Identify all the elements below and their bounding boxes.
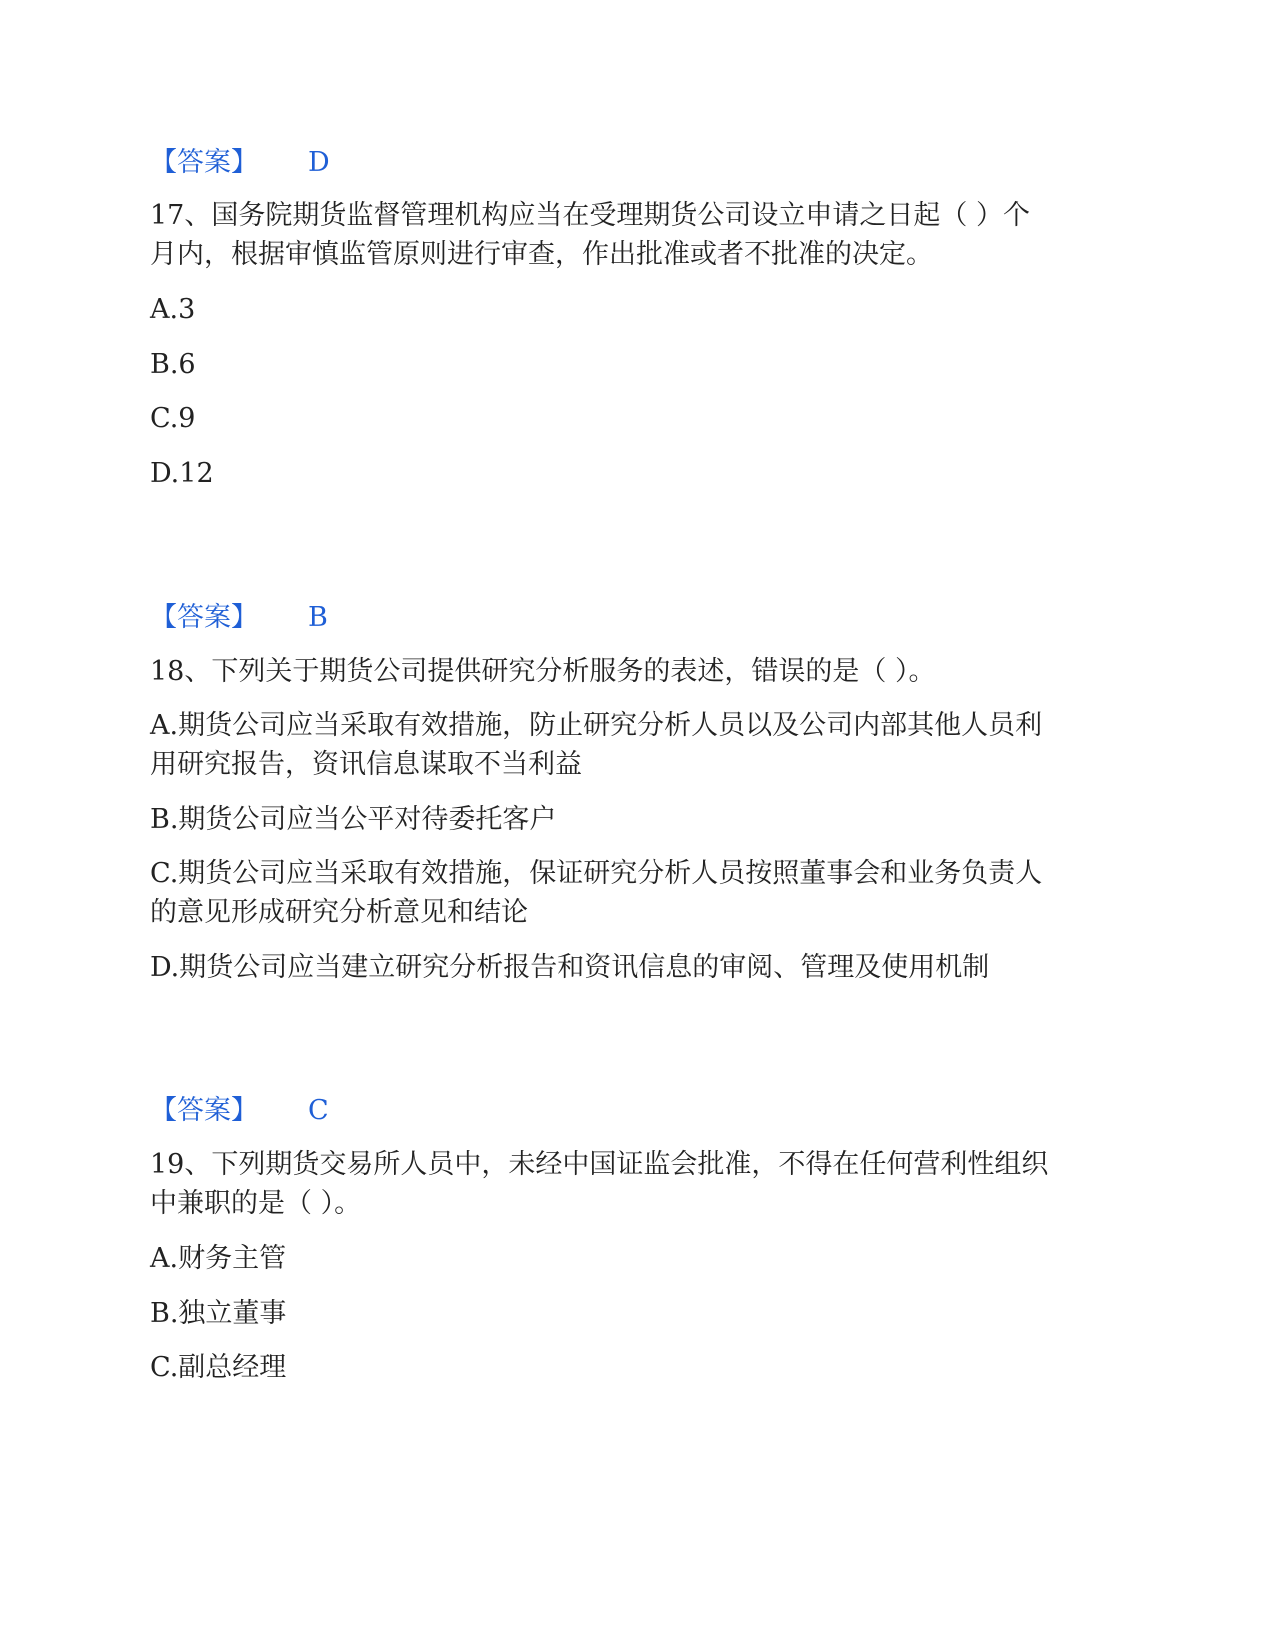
question-18-line-1: 18、下列关于期货公司提供研究分析服务的表述，错误的是（ ）。	[150, 656, 936, 687]
question-18-option-b: B.期货公司应当公平对待委托客户	[150, 804, 557, 835]
question-17-option-b: B.6	[150, 349, 196, 380]
question-17-option-d: D.12	[150, 458, 214, 489]
question-17-line-2: 月内，根据审慎监管原则进行审查，作出批准或者不批准的决定。	[150, 239, 933, 270]
question-18-option-c-line-2: 的意见形成研究分析意见和结论	[150, 897, 528, 928]
answer-row-18	[150, 1094, 329, 1128]
question-18-option-a-line-2: 用研究报告，资讯信息谋取不当利益	[150, 749, 582, 780]
answer-row-17	[150, 601, 328, 635]
question-19-option-a: A.财务主管	[150, 1243, 287, 1274]
question-19-line-1: 19、下列期货交易所人员中，未经中国证监会批准，不得在任何营利性组织	[150, 1149, 1049, 1180]
answer-value: D	[308, 147, 330, 178]
question-19-line-2: 中兼职的是（ ）。	[150, 1188, 362, 1219]
answer-row-16	[150, 146, 330, 180]
question-18-option-c-line-1: C.期货公司应当采取有效措施，保证研究分析人员按照董事会和业务负责人	[150, 858, 1043, 889]
answer-label: 【答案】	[150, 1095, 258, 1126]
question-19-option-c: C.副总经理	[150, 1352, 287, 1383]
question-17-line-1: 17、国务院期货监督管理机构应当在受理期货公司设立申请之日起（ ）个	[150, 200, 1030, 231]
question-18-option-d: D.期货公司应当建立研究分析报告和资讯信息的审阅、管理及使用机制	[150, 952, 990, 983]
question-18-option-a-line-1: A.期货公司应当采取有效措施，防止研究分析人员以及公司内部其他人员利	[150, 710, 1043, 741]
question-19-option-b: B.独立董事	[150, 1298, 287, 1329]
answer-value: B	[308, 602, 328, 633]
answer-value: C	[308, 1095, 329, 1126]
question-17-option-c: C.9	[150, 403, 196, 434]
question-17-option-a: A.3	[150, 294, 196, 325]
answer-label: 【答案】	[150, 602, 258, 633]
answer-label: 【答案】	[150, 147, 258, 178]
